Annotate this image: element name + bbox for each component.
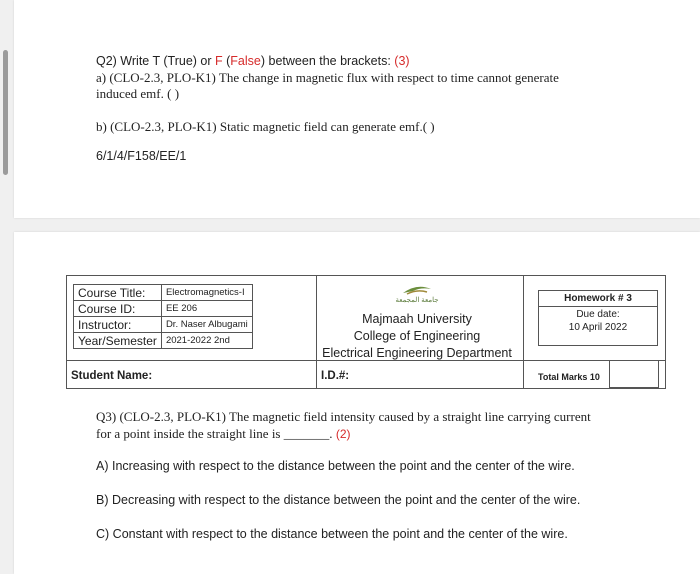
course-id-value: EE 206: [161, 301, 252, 317]
university-logo-icon: [401, 281, 433, 297]
due-label: Due date:: [576, 309, 620, 320]
id-label: I.D.#:: [321, 370, 350, 382]
instructor-value: Dr. Naser Albugami: [161, 317, 252, 333]
q2-title-text2: ) between the brackets:: [260, 54, 395, 68]
q3-option-b: B) Decreasing with respect to the distance between the point and the center of the wire.: [96, 493, 581, 507]
scrollbar[interactable]: [3, 50, 8, 175]
document-page-1: [14, 0, 700, 218]
q2-a-line2: induced emf. ( ): [96, 86, 180, 101]
q2-a-line1: a) (CLO-2.3, PLO-K1) The change in magnetic flux with respect to time cannot generate: [96, 70, 559, 85]
q2-title-paren: (: [222, 54, 231, 68]
q3-option-c: C) Constant with respect to the distance between the point and the center of the wire.: [96, 527, 568, 541]
department-name: Electrical Engineering Department: [322, 346, 512, 360]
q2-title-f: F: [215, 54, 223, 68]
course-title-row: [74, 285, 253, 301]
q3-option-a: A) Increasing with respect to the distance between the point and the center of the wire.: [96, 459, 575, 473]
year-semester-label: Year/Semester: [74, 333, 162, 349]
q2-marks: (3): [394, 54, 410, 68]
total-marks-label: Total Marks 10: [538, 372, 600, 382]
total-marks-box[interactable]: [609, 360, 659, 388]
year-semester-row: [74, 333, 253, 349]
course-id-label: Course ID:: [74, 301, 162, 317]
q3-line2-text: for a point inside the straight line is _______.: [96, 426, 333, 441]
university-name: Majmaah University: [362, 312, 472, 326]
instructor-row: [74, 317, 253, 333]
course-header-table: [66, 275, 666, 389]
college-name: College of Engineering: [353, 329, 481, 343]
homework-title: Homework # 3: [539, 291, 657, 307]
q2-title: [96, 54, 410, 68]
q2-title-text: Q2) Write T (True) or: [96, 54, 216, 68]
q2-code: 6/1/4/F158/EE/1: [96, 149, 187, 163]
year-semester-value: 2021-2022 2nd: [161, 333, 252, 349]
homework-box: [538, 290, 658, 346]
q2-title-false: False: [230, 54, 261, 68]
q2-b-line: b) (CLO-2.3, PLO-K1) Static magnetic field can generate emf.( ): [96, 119, 435, 134]
student-name-label: Student Name:: [71, 370, 153, 382]
due-date: 10 April 2022: [568, 322, 628, 333]
course-title-label: Course Title:: [74, 285, 162, 301]
course-title-value: Electromagnetics-I: [161, 285, 252, 301]
q3-line1: Q3) (CLO-2.3, PLO-K1) The magnetic field intensity caused by a straight line carrying current: [96, 409, 591, 424]
university-logo-text: جامعة المجمعة: [395, 297, 439, 304]
q3-marks: (2): [332, 427, 351, 441]
instructor-label: Instructor:: [74, 317, 162, 333]
q3-line2: [96, 426, 351, 442]
course-info-table: [73, 284, 253, 349]
course-id-row: [74, 301, 253, 317]
